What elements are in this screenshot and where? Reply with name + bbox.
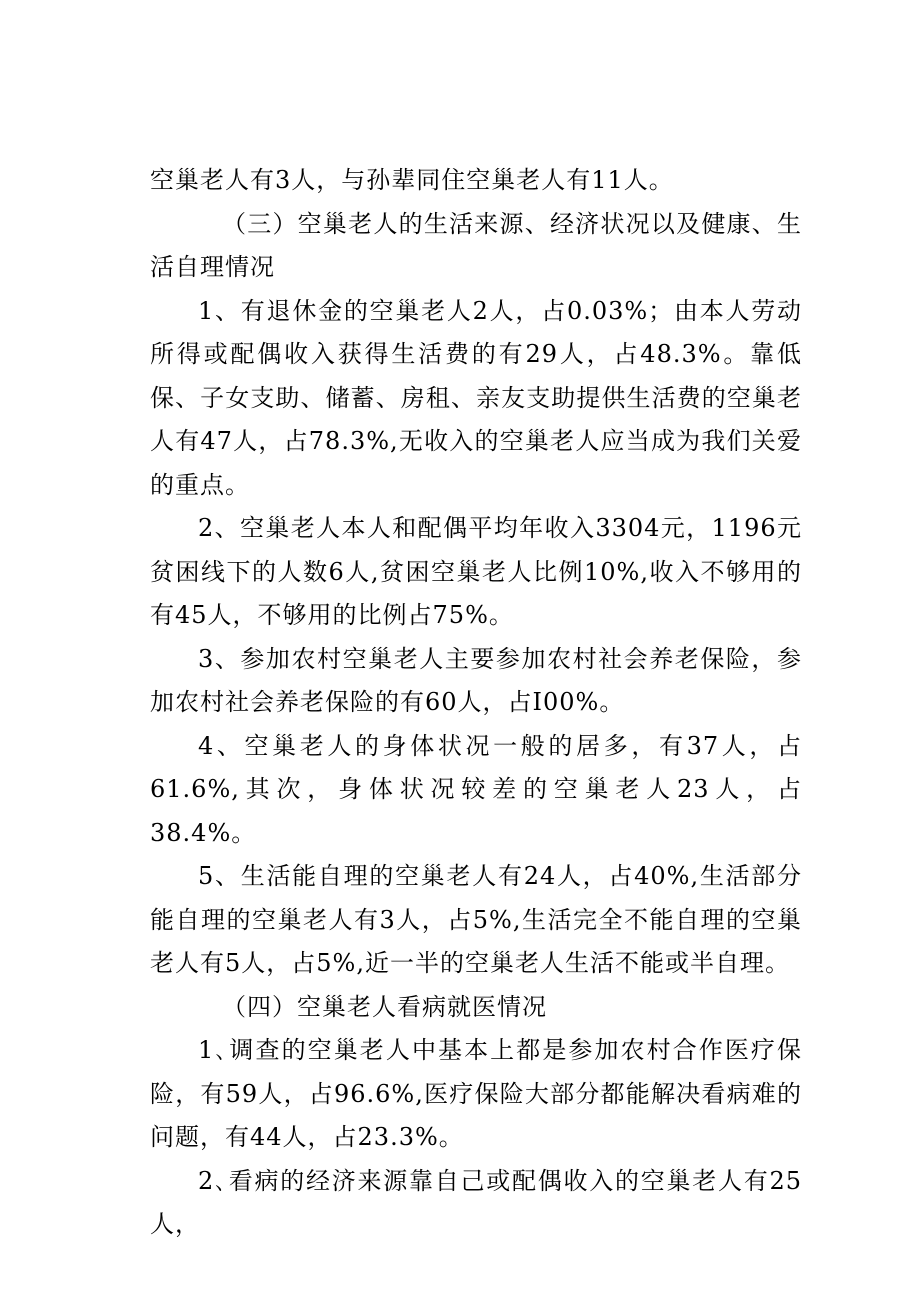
paragraph-continuation: 空巢老人有3人，与孙辈同住空巢老人有11人。 <box>150 166 674 194</box>
paragraph-item-5: 5、生活能自理的空巢老人有24人，占40%,生活部分能自理的空巢老人有3人，占5%,生活完全不能自理的空巢老人有5人，占5%,近一半的空巢老人生活不能或半自理。 <box>150 862 802 977</box>
document-page <box>150 159 802 1247</box>
paragraph-item-3: 3、参加农村空巢老人主要参加农村社会养老保险，参加农村社会养老保险的有60人，占I00%。 <box>150 644 802 716</box>
paragraph-item-1: 1、有退休金的空巢老人2人，占0.03%；由本人劳动所得或配偶收入获得生活费的有29人，占48.3%。靠低保、子女支助、储蓄、房租、亲友支助提供生活费的空巢老人有47人，占78.3%,无收入的空巢老人应当成为我们关爱的重点。 <box>150 296 802 499</box>
paragraph-medical-1: 1､调查的空巢老人中基本上都是参加农村合作医疗保险，有59人，占96.6%,医疗保险大部分都能解决看病难的问题，有44人，占23.3%。 <box>150 1036 802 1151</box>
paragraph-item-4: 4、空巢老人的身体状况一般的居多，有37人，占61.6%,其次，身体状况较差的空巢老人23人，占38.4%。 <box>150 731 802 847</box>
section-heading-four: （四）空巢老人看病就医情况 <box>222 992 547 1021</box>
paragraph-item-2: 2、空巢老人本人和配偶平均年收入3304元，1196元贫困线下的人数6人,贫困空巢老人比例10%,收入不够用的有45人，不够用的比例占75%。 <box>150 514 802 629</box>
section-heading-three: （三）空巢老人的生活来源、经济状况以及健康、生活自理情况 <box>150 209 802 281</box>
paragraph-medical-2: 2､看病的经济来源靠自己或配偶收入的空巢老人有25人， <box>150 1166 802 1238</box>
